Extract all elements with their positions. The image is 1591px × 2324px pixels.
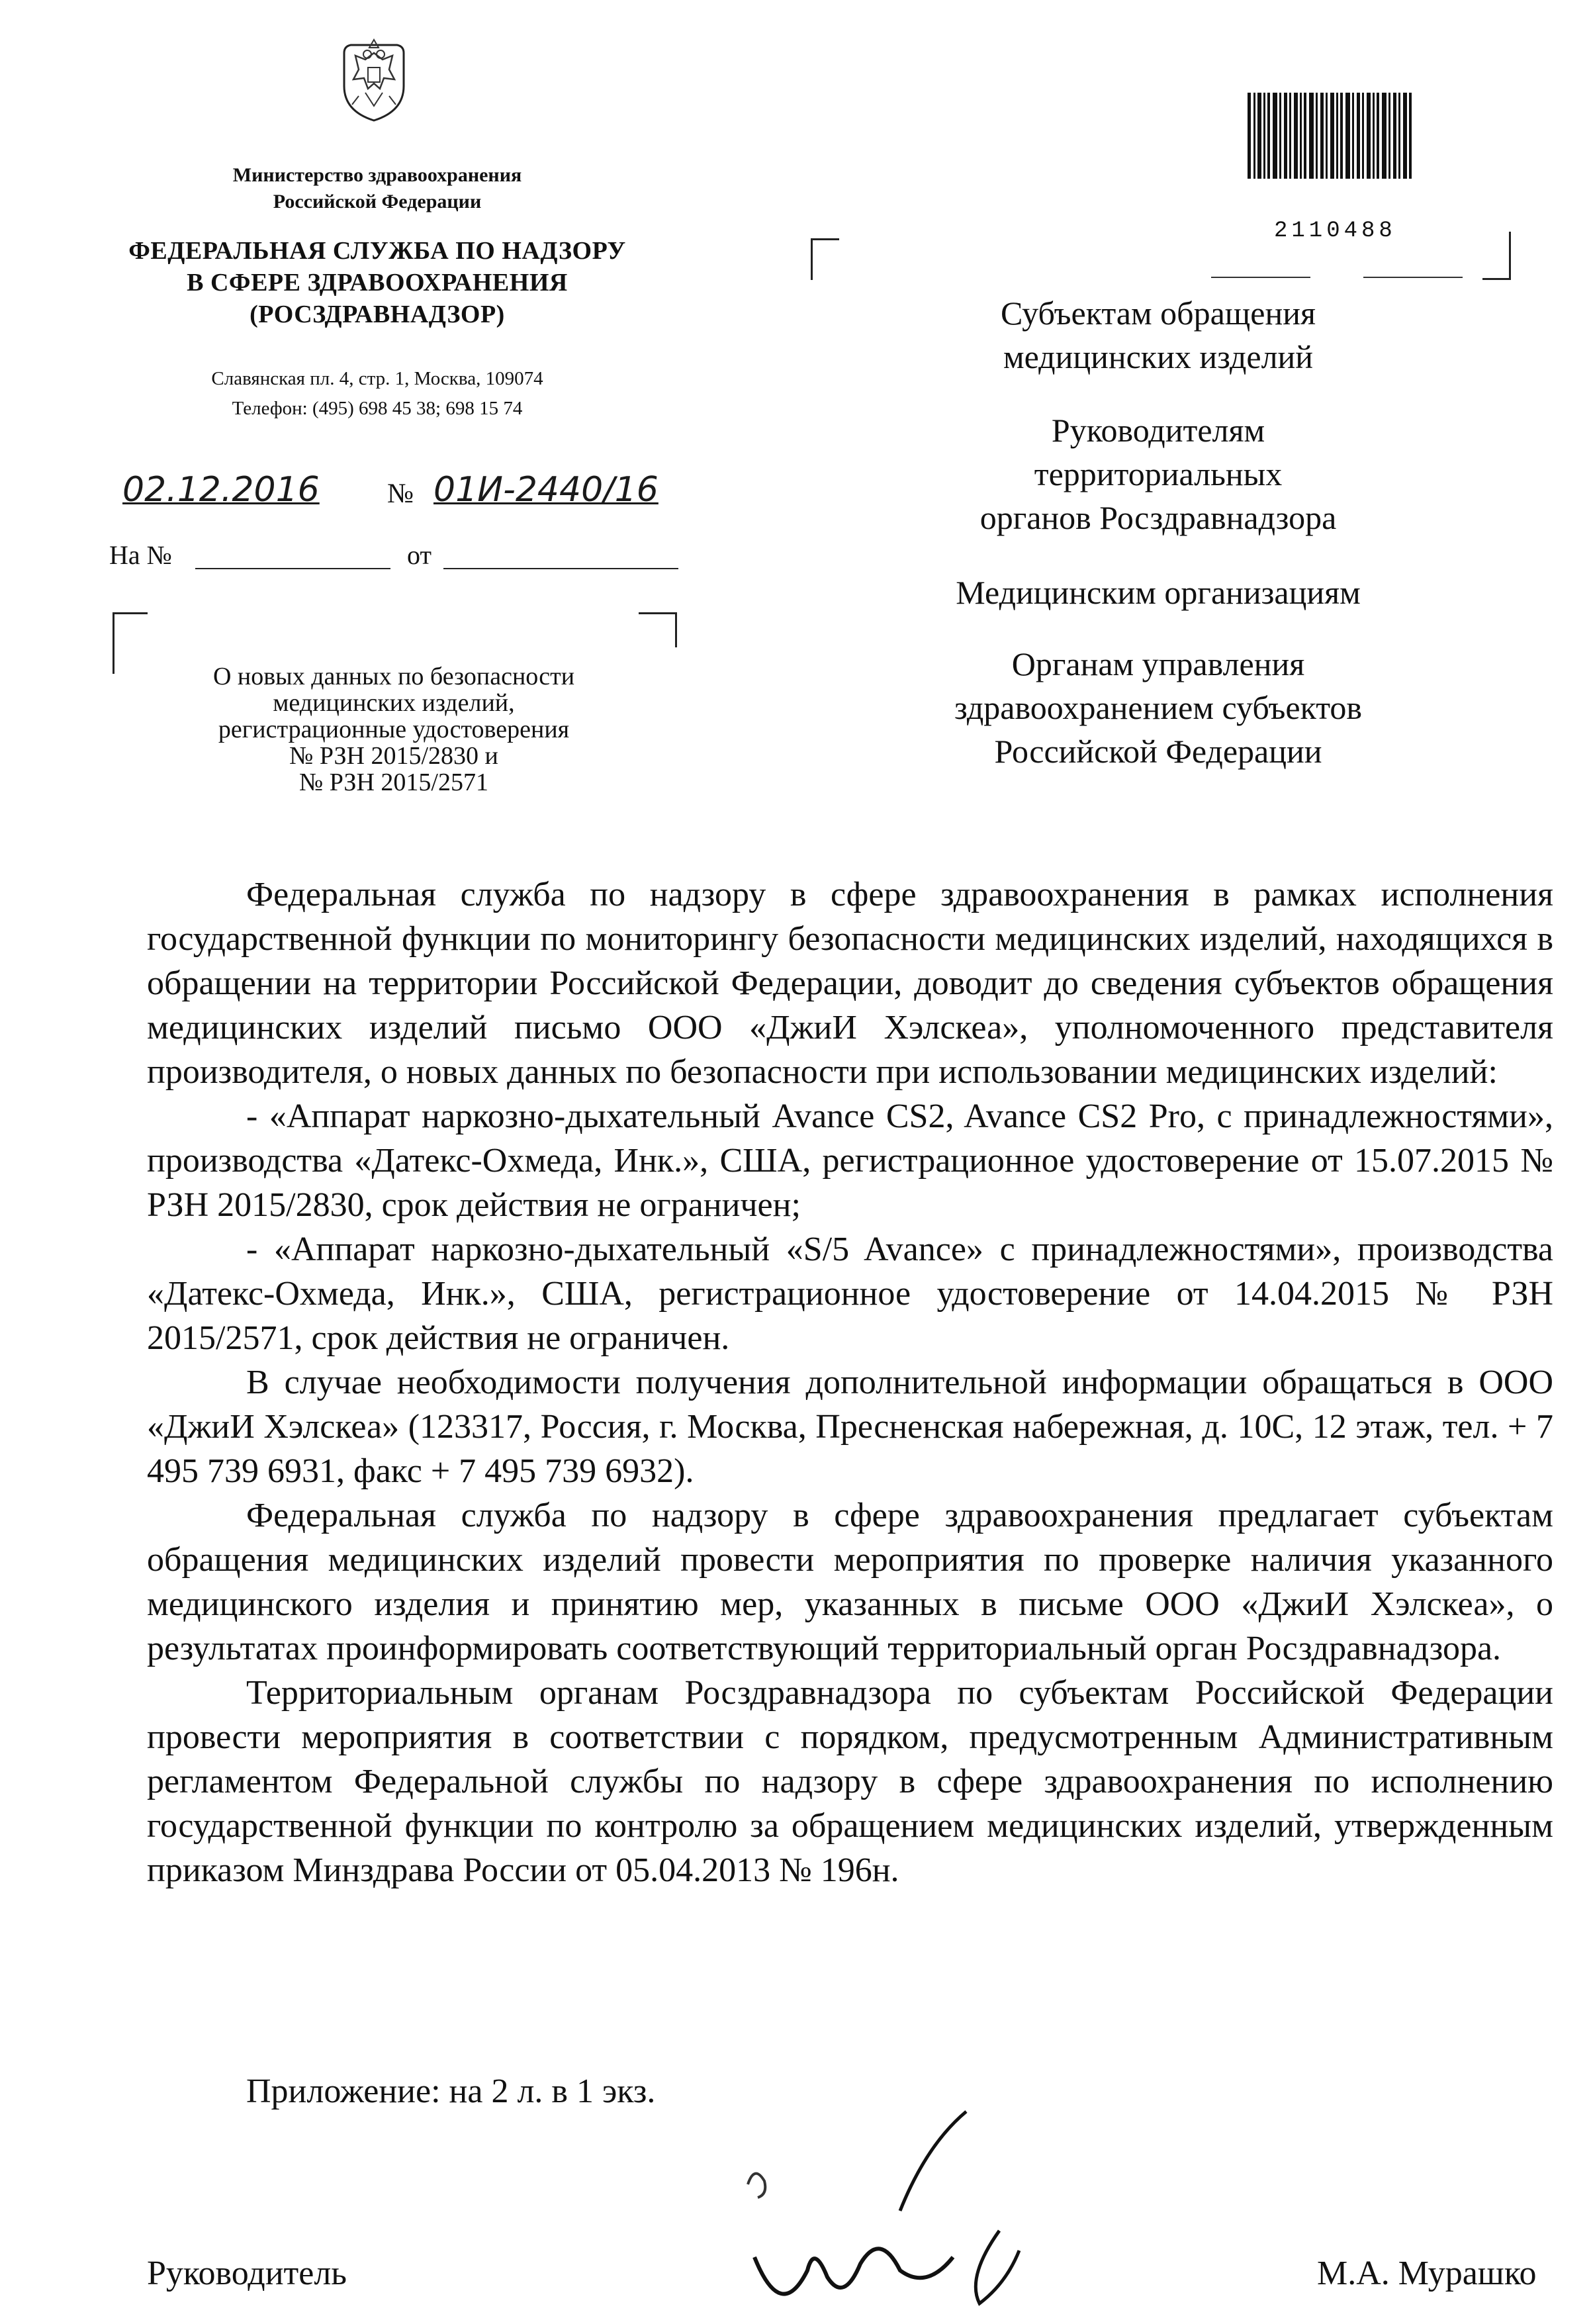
body-paragraph-1: Федеральная служба по надзору в сфере здравоохранения в рамках исполнения государственной функции по мониторингу безопасности медицинских изделий, находящихся в обращении на территории Российской Федерации, доводит до сведения субъектов обращения медицинских изделий письмо ООО «ДжиИ Хэлскеа», уполномоченного представителя производителя, о новых данных по безопасности при использовании медицинских изделий: — [147, 876, 1553, 1091]
recipient-4-line1: Органам управления — [1011, 645, 1305, 682]
subject-block — [132, 663, 655, 796]
recipient-2-line3: органов Росздравнадзора — [979, 499, 1337, 536]
ministry-line2: Российской Федерации — [273, 191, 482, 212]
subject-line4: № РЗН 2015/2830 и — [289, 742, 498, 770]
service-line2: В СФЕРЕ ЗДРАВООХРАНЕНИЯ — [187, 269, 568, 297]
service-line1: ФЕДЕРАЛЬНАЯ СЛУЖБА ПО НАДЗОРУ — [128, 237, 626, 265]
reply-date-line — [443, 568, 678, 569]
recipient-2-line2: территориальных — [1034, 455, 1283, 492]
body-paragraph-4: Территориальным органам Росздравнадзора по субъектам Российской Федерации провести мероприятия в соответствии с порядком, предусмотренным Административным регламентом Федеральной службы по надзору в сфере здравоохранения по исполнению государственной функции по контролю за обращением медицинских изделий, утвержденным приказом Минздрава России от 05.04.2013 № 196н. — [147, 1674, 1553, 1889]
barcode — [1248, 93, 1420, 225]
letter-body — [147, 872, 1553, 1892]
recipient-group-3 — [893, 571, 1423, 614]
address-bracket-right — [1482, 232, 1511, 280]
rule-2 — [1363, 277, 1463, 278]
recipient-group-1 — [893, 291, 1423, 379]
recipient-1-line1: Субъектам обращения — [1001, 295, 1316, 332]
service-line3: (РОСЗДРАВНАДЗОР) — [250, 301, 505, 328]
recipient-1-line2: медицинских изделий — [1003, 338, 1314, 375]
body-paragraph-2: В случае необходимости получения дополнительной информации обращаться в ООО «ДжиИ Хэлскеа» (123317, Россия, г. Москва, Пресненская набережная, д. 10С, 12 этаж, тел. + 7 495 739 6931, факс + 7 495 739 6932). — [147, 1364, 1553, 1490]
ministry-header — [119, 162, 635, 215]
subject-line3: регистрационные удостоверения — [218, 716, 570, 743]
handwritten-signature — [728, 2105, 1046, 2317]
address-line: Славянская пл. 4, стр. 1, Москва, 109074 — [211, 368, 543, 389]
reply-number-line — [195, 568, 390, 569]
body-list-item-2: - «Аппарат наркозно-дыхательный «S/5 Avance» с принадлежностями», производства «Датекс-Охмеда, Инк.», США, регистрационное удостоверение от 14.04.2015 № РЗН 2015/2571, срок действия не ограничен. — [147, 1231, 1553, 1357]
rule-1 — [1211, 277, 1310, 278]
recipient-4-line3: Российской Федерации — [994, 733, 1322, 770]
recipient-4-line2: здравоохранением субъектов — [954, 689, 1363, 726]
barcode-number: 2110488 — [1274, 218, 1396, 244]
reply-to-label: На № — [109, 540, 172, 570]
subject-line5: № РЗН 2015/2571 — [299, 768, 488, 796]
address-block — [132, 364, 622, 424]
number-sign: № — [387, 479, 414, 509]
body-paragraph-3: Федеральная служба по надзору в сфере здравоохранения предлагает субъектам обращения медицинских изделий провести мероприятия по проверке наличия указанного медицинского изделия и принятию мер, указанных в письме ООО «ДжиИ Хэлскеа», о результатах проинформировать соответствующий территориальный орган Росздравнадзора. — [147, 1497, 1553, 1667]
handwritten-date: 02.12.2016 — [122, 470, 320, 510]
body-list-item-1: - «Аппарат наркозно-дыхательный Avance CS2, Avance CS2 Pro, с принадлежностями», производства «Датекс-Охмеда, Инк.», США, регистрационное удостоверение от 15.07.2015 № РЗН 2015/2830, срок действия не ограничен; — [147, 1097, 1553, 1224]
phone-line: Телефон: (495) 698 45 38; 698 15 74 — [232, 398, 523, 419]
subject-line1: О новых данных по безопасности — [212, 663, 575, 690]
signatory-name: М.А. Мурашко — [1317, 2254, 1537, 2292]
subject-line2: медицинских изделий, — [273, 689, 515, 717]
attachment-note: Приложение: на 2 л. в 1 экз. — [246, 2072, 656, 2110]
subject-bracket-right — [639, 612, 677, 647]
address-bracket-left — [811, 238, 839, 280]
recipient-group-4 — [860, 642, 1456, 773]
signatory-position: Руководитель — [147, 2254, 347, 2292]
service-header — [93, 235, 662, 330]
from-label: от — [407, 540, 432, 570]
recipient-3-line1: Медицинским организациям — [956, 574, 1361, 611]
recipient-2-line1: Руководителям — [1051, 412, 1265, 449]
handwritten-reg-number: 01И-2440/16 — [433, 470, 659, 510]
recipient-group-2 — [893, 408, 1423, 539]
coat-of-arms-emblem — [339, 33, 409, 122]
ministry-line1: Министерство здравоохранения — [232, 164, 522, 186]
